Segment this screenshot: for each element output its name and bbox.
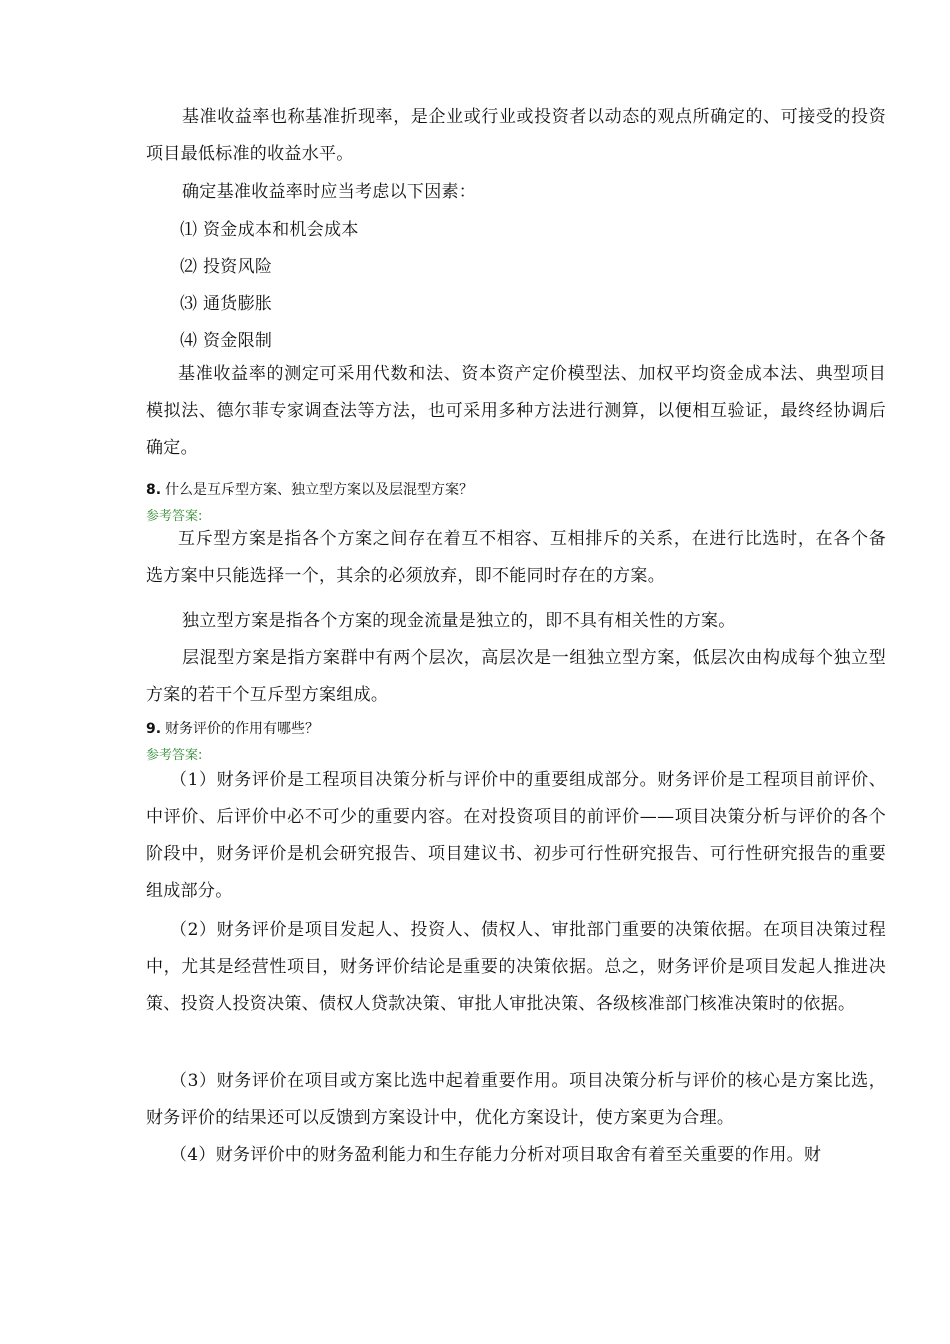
benchmark-rate-definition: 基准收益率也称基准折现率，是企业或行业或投资者以动态的观点所确定的、可接受的投资项目最低标准的收益水平。	[146, 107, 886, 164]
factor-item-4: ⑷ 资金限制	[180, 331, 273, 351]
answer-label: 参考答案:	[146, 748, 203, 763]
question-number: 8.	[146, 482, 162, 498]
financial-eval-role-3: （3）财务评价在项目或方案比选中起着重要作用。项目决策分析与评价的核心是方案比选，财务评价的结果还可以反馈到方案设计中，优化方案设计，使方案更为合理。	[146, 1071, 886, 1128]
factors-intro: 确定基准收益率时应当考虑以下因素：	[182, 182, 477, 202]
answer-label: 参考答案:	[146, 509, 203, 524]
mutually-exclusive-definition: 互斥型方案是指各个方案之间存在着互不相容、互相排斥的关系，在进行比选时，在各个备选方案中只能选择一个，其余的必须放弃，即不能同时存在的方案。	[146, 529, 886, 586]
factor-item-2: ⑵ 投资风险	[180, 257, 273, 277]
factor-item-3: ⑶ 通货膨胀	[180, 294, 273, 314]
benchmark-rate-methods: 基准收益率的测定可采用代数和法、资本资产定价模型法、加权平均资金成本法、典型项目模拟法、德尔菲专家调查法等方法，也可采用多种方法进行测算，以便相互验证，最终经协调后确定。	[146, 364, 886, 458]
factor-item-1: ⑴ 资金成本和机会成本	[180, 220, 359, 240]
question-text: 财务评价的作用有哪些？	[165, 721, 320, 737]
financial-eval-role-1: （1）财务评价是工程项目决策分析与评价中的重要组成部分。财务评价是工程项目前评价、中评价、后评价中必不可少的重要内容。在对投资项目的前评价——项目决策分析与评价的各个阶段中，财务评价是机会研究报告、项目建议书、初步可行性研究报告、可行性研究报告的重要组成部分。	[146, 770, 886, 901]
question-9	[146, 719, 319, 739]
question-number: 9.	[146, 721, 162, 737]
financial-eval-role-2: （2）财务评价是项目发起人、投资人、债权人、审批部门重要的决策依据。在项目决策过程中，尤其是经营性项目，财务评价结论是重要的决策依据。总之，财务评价是项目发起人推进决策、投资人投资决策、债权人贷款决策、审批人审批决策、各级核准部门核准决策时的依据。	[146, 920, 886, 1014]
independent-definition: 独立型方案是指各个方案的现金流量是独立的，即不具有相关性的方案。	[182, 611, 736, 631]
question-8	[146, 480, 473, 500]
hierarchical-definition: 层混型方案是指方案群中有两个层次，高层次是一组独立型方案，低层次由构成每个独立型方案的若干个互斥型方案组成。	[146, 648, 886, 705]
question-text: 什么是互斥型方案、独立型方案以及层混型方案？	[165, 482, 474, 498]
financial-eval-role-4: （4）财务评价中的财务盈利能力和生存能力分析对项目取舍有着至关重要的作用。财	[170, 1145, 822, 1165]
